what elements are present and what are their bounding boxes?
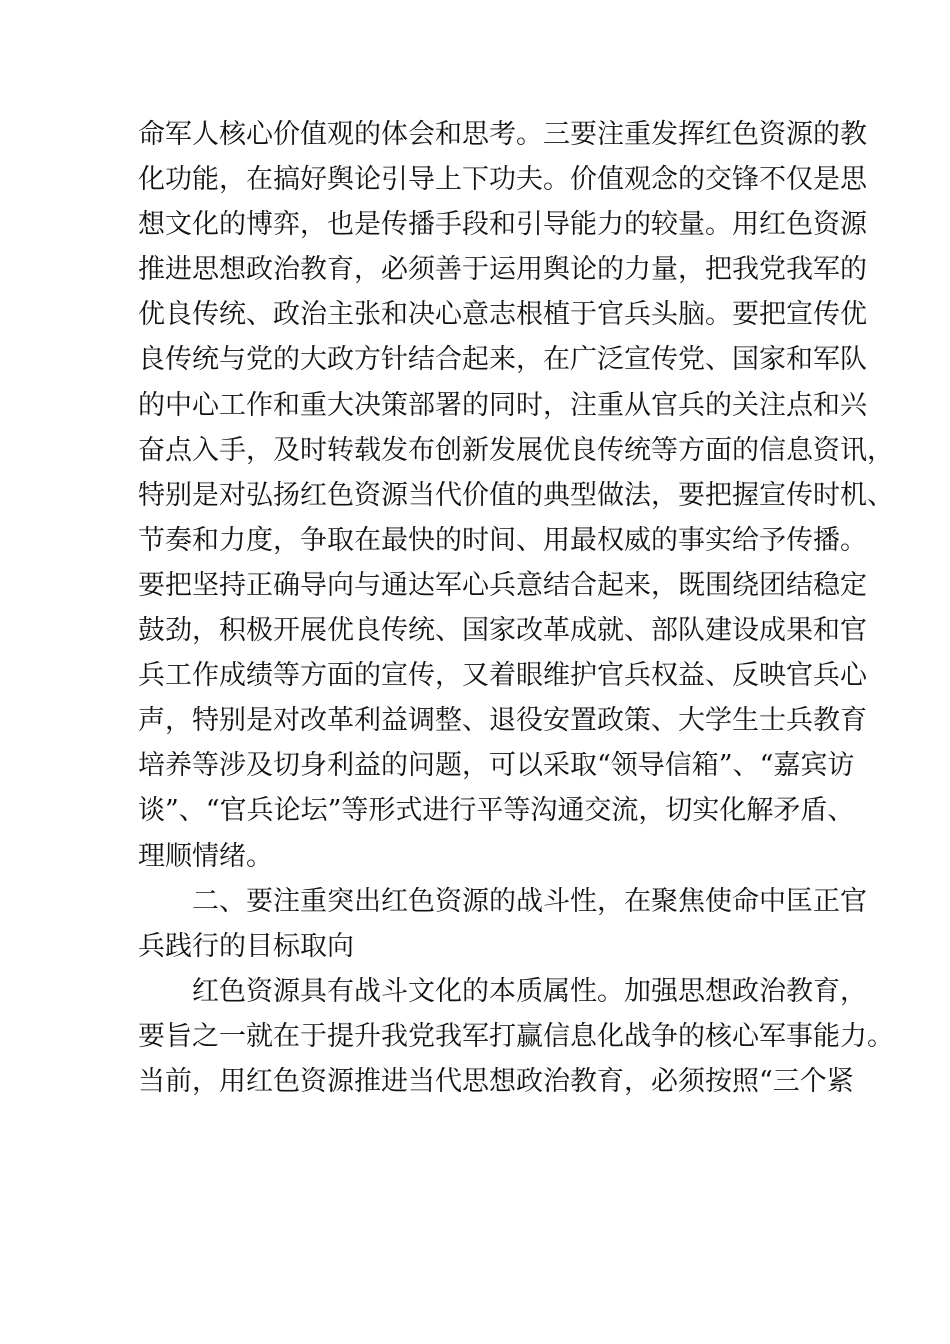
text-line: 奋点入手，及时转载发布创新发展优良传统等方面的信息资讯， bbox=[138, 434, 894, 466]
text-line: 节奏和力度，争取在最快的时间、用最权威的事实给予传播。 bbox=[138, 524, 867, 556]
text-line: 红色资源具有战斗文化的本质属性。加强思想政治教育， bbox=[192, 975, 867, 1007]
text-line: 兵工作成绩等方面的宣传，又着眼维护官兵权益、反映官兵心 bbox=[138, 660, 867, 692]
text-line: 理顺情绪。 bbox=[138, 840, 273, 872]
text-line: 良传统与党的大政方针结合起来，在广泛宣传党、国家和军队 bbox=[138, 344, 867, 376]
body-text bbox=[138, 112, 894, 1104]
text-line: 声，特别是对改革利益调整、退役安置政策、大学生士兵教育 bbox=[138, 705, 867, 737]
text-line: 推进思想政治教育，必须善于运用舆论的力量，把我党我军的 bbox=[138, 254, 867, 286]
text-line: 鼓劲，积极开展优良传统、国家改革成就、部队建设成果和官 bbox=[138, 615, 867, 647]
text-line: 命军人核心价值观的体会和思考。三要注重发挥红色资源的教 bbox=[138, 119, 867, 150]
text-line: 化功能，在搞好舆论引导上下功夫。价值观念的交锋不仅是思 bbox=[138, 164, 867, 196]
text-line: 的中心工作和重大决策部署的同时，注重从官兵的关注点和兴 bbox=[138, 389, 867, 421]
section-heading-line: 二、要注重突出红色资源的战斗性，在聚焦使命中匡正官 bbox=[192, 885, 867, 917]
text-line: 要把坚持正确导向与通达军心兵意结合起来，既围绕团结稳定 bbox=[138, 569, 867, 601]
text-line: 培养等涉及切身利益的问题，可以采取“领导信箱”、“嘉宾访 bbox=[138, 750, 855, 782]
text-line: 想文化的博弈，也是传播手段和引导能力的较量。用红色资源 bbox=[138, 209, 867, 241]
text-line: 要旨之一就在于提升我党我军打赢信息化战争的核心军事能力。 bbox=[138, 1020, 894, 1052]
section-heading-line: 兵践行的目标取向 bbox=[138, 930, 354, 962]
text-line: 优良传统、政治主张和决心意志根植于官兵头脑。要把宣传优 bbox=[138, 299, 867, 331]
text-line: 特别是对弘扬红色资源当代价值的典型做法，要把握宣传时机、 bbox=[138, 479, 894, 511]
text-line: 谈”、“官兵论坛”等形式进行平等沟通交流，切实化解矛盾、 bbox=[138, 795, 855, 827]
text-line: 当前，用红色资源推进当代思想政治教育，必须按照“三个紧 bbox=[138, 1065, 854, 1097]
